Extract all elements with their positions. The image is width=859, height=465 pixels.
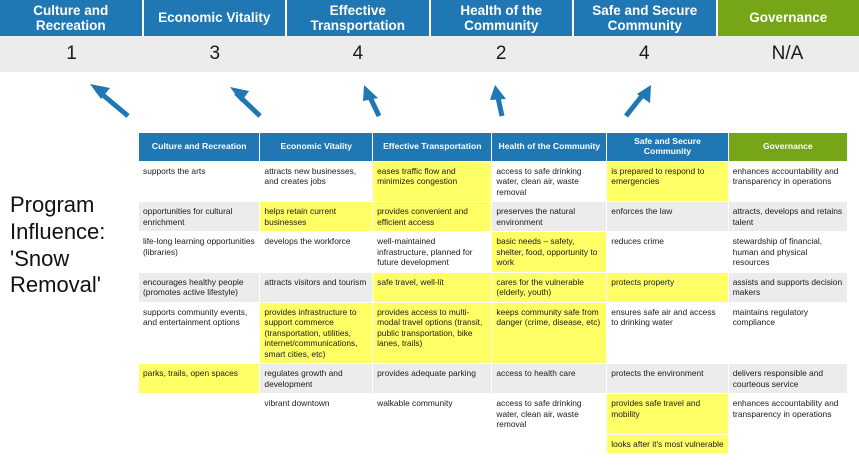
caption-line-3: 'Snow (10, 245, 70, 271)
matrix-cell: eases traffic flow and minimizes congestion (373, 161, 492, 202)
score-culture-and-recreation: 1 (66, 43, 77, 64)
matrix-cell: provides adequate parking (373, 364, 492, 394)
matrix-cell: reduces crime (607, 232, 728, 273)
upward-arrow-1 (90, 84, 128, 116)
matrix-cell (492, 434, 607, 454)
matrix-cell: is prepared to respond to emergencies (607, 161, 728, 202)
scorecard-top-strip (0, 0, 859, 75)
matrix-cell: access to safe drinking water, clean air, waste removal (492, 161, 607, 202)
program-influence-caption (10, 192, 138, 299)
scorecard-header-row (0, 0, 859, 36)
score-safe-and-secure-community: 4 (638, 43, 650, 64)
matrix-cell (373, 434, 492, 454)
matrix-cell: life-long learning opportunities (libraries) (139, 232, 260, 273)
score-effective-transportation: 4 (352, 43, 364, 64)
matrix-cell: enforces the law (607, 202, 728, 232)
matrix-cell (139, 434, 260, 454)
table-row (139, 434, 848, 454)
top-header-governance: Governance (718, 0, 859, 36)
matrix-cell: access to safe drinking water, clean air, waste removal (492, 394, 607, 435)
table-row (139, 272, 848, 302)
table-row (139, 202, 848, 232)
score-governance: N/A (771, 43, 804, 64)
caption-line-1: Program (10, 192, 95, 217)
matrix-header-effective-transportation: Effective Transportation (373, 133, 492, 162)
top-header-safe-and-secure-community: Safe and Secure Community (574, 0, 718, 36)
score-health-of-the-community: 2 (495, 43, 507, 64)
matrix-cell: encourages healthy people (promotes active lifestyle) (139, 272, 260, 302)
matrix-cell: opportunities for cultural enrichment (139, 202, 260, 232)
upward-arrow-2 (230, 87, 260, 116)
table-row (139, 232, 848, 273)
matrix-cell (728, 434, 847, 454)
matrix-cell (260, 434, 373, 454)
upward-arrow-4 (490, 85, 506, 116)
matrix-cell: attracts, develops and retains talent (728, 202, 847, 232)
matrix-cell: provides convenient and efficient access (373, 202, 492, 232)
top-header-effective-transportation: Effective Transportation (287, 0, 431, 36)
matrix-cell: preserves the natural environment (492, 202, 607, 232)
matrix-body (139, 161, 848, 454)
matrix-cell: develops the workforce (260, 232, 373, 273)
matrix-cell: helps retain current businesses (260, 202, 373, 232)
matrix-cell: provides infrastructure to support commerce (transportation, utilities, internet/communications, smart cities, etc) (260, 302, 373, 364)
table-row (139, 394, 848, 435)
matrix-cell: assists and supports decision makers (728, 272, 847, 302)
matrix-header-economic-vitality: Economic Vitality (260, 133, 373, 162)
matrix-cell: provides access to multi-modal travel options (transit, public transportation, bike lanes, trails) (373, 302, 492, 364)
matrix-header-safe-and-secure-community: Safe and Secure Community (607, 133, 728, 162)
matrix-cell (139, 394, 260, 435)
matrix-cell: safe travel, well-lit (373, 272, 492, 302)
caption-line-2: Influence: (10, 218, 106, 244)
matrix-header-culture-and-recreation: Culture and Recreation (139, 133, 260, 162)
upward-arrow-3 (363, 85, 379, 116)
caption-line-4: Removal' (10, 272, 102, 298)
matrix-cell: attracts visitors and tourism (260, 272, 373, 302)
matrix-cell: cares for the vulnerable (elderly, youth) (492, 272, 607, 302)
matrix-cell: basic needs – safety, shelter, food, opportunity to work (492, 232, 607, 273)
matrix-header-governance: Governance (728, 133, 847, 162)
table-row (139, 161, 848, 202)
table-row (139, 302, 848, 364)
matrix-header-health-of-the-community: Health of the Community (492, 133, 607, 162)
matrix-cell: ensures safe air and access to drinking water (607, 302, 728, 364)
matrix-cell: well-maintained infrastructure, planned for future development (373, 232, 492, 273)
scorecard-score-row (0, 36, 859, 75)
top-header-health-of-the-community: Health of the Community (431, 0, 575, 36)
top-header-culture-and-recreation: Culture and Recreation (0, 0, 144, 36)
matrix-cell: stewardship of financial, human and physical resources (728, 232, 847, 273)
matrix-cell: walkable community (373, 394, 492, 435)
matrix-header-row (139, 133, 848, 162)
matrix-cell: enhances accountability and transparency in operations (728, 161, 847, 202)
matrix-cell: attracts new businesses, and creates jobs (260, 161, 373, 202)
matrix-cell: vibrant downtown (260, 394, 373, 435)
top-header-economic-vitality: Economic Vitality (144, 0, 288, 36)
matrix-cell: keeps community safe from danger (crime, disease, etc) (492, 302, 607, 364)
influence-matrix-table (138, 132, 848, 454)
matrix-cell: looks after it's most vulnerable (607, 434, 728, 454)
table-row (139, 364, 848, 394)
arrow-group (0, 72, 859, 138)
matrix-cell: maintains regulatory compliance (728, 302, 847, 364)
matrix-cell: provides safe travel and mobility (607, 394, 728, 435)
matrix-cell: protects property (607, 272, 728, 302)
upward-arrow-5 (626, 85, 651, 116)
matrix-cell: supports community events, and entertainment options (139, 302, 260, 364)
matrix-cell: supports the arts (139, 161, 260, 202)
matrix-cell: regulates growth and development (260, 364, 373, 394)
matrix-cell: parks, trails, open spaces (139, 364, 260, 394)
score-economic-vitality: 3 (209, 43, 221, 64)
matrix-cell: delivers responsible and courteous service (728, 364, 847, 394)
matrix-cell: protects the environment (607, 364, 728, 394)
matrix-cell: access to health care (492, 364, 607, 394)
matrix-cell: enhances accountability and transparency in operations (728, 394, 847, 435)
